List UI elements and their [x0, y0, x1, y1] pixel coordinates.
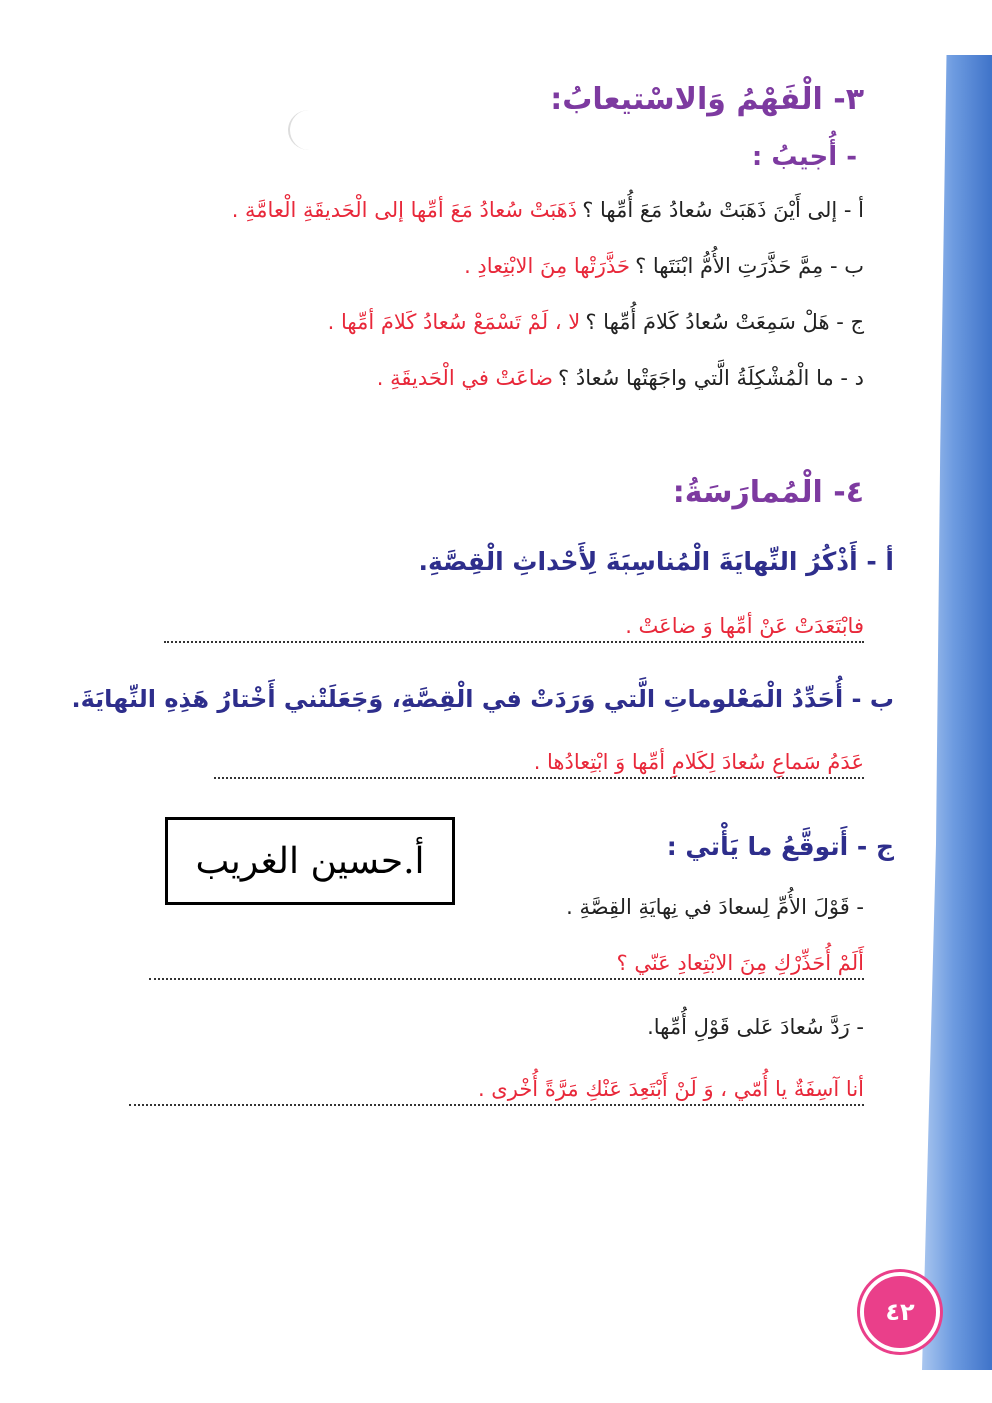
qa-row-2 [464, 254, 864, 278]
answer-3: لا ، لَمْ تَسْمَعْ سُعادُ كَلامَ أمِّها . [327, 310, 581, 334]
task-a-answer: فابْتَعَدَتْ عَنْ أمِّها وَ ضاعَتْ . [164, 611, 864, 643]
task-b-label: ب - أُحَدِّدُ الْمَعْلوماتِ الَّتي وَرَدَتْ في الْقِصَّةِ، وَجَعَلَتْني أَخْتارُ هَذِهِ النِّهايَةَ. [71, 685, 894, 713]
question-3: ج - هَلْ سَمِعَتْ سُعادُ كَلامَ أُمِّها ؟ [585, 310, 864, 334]
answer-2: حَذَّرَتْها مِنَ الابْتِعادِ . [464, 254, 630, 278]
task-c-answer-1: أَلَمْ أُحَذِّرْكِ مِنَ الابْتِعادِ عَنّي ؟ [149, 948, 864, 980]
question-4: د - ما الْمُشْكِلَةُ الَّتي واجَهَتْها سُعادُ ؟ [558, 366, 864, 390]
question-1: أ - إلى أَيْنَ ذَهَبَتْ سُعادُ مَعَ أُمِّها ؟ [582, 198, 864, 222]
author-name-box: أ.حسين الغريب [165, 817, 455, 905]
qa-row-4 [377, 366, 864, 390]
section3-instruction: - أُجيبُ : [751, 142, 857, 172]
qa-row-1 [232, 198, 864, 222]
task-a-label: أ - أَذْكُرُ النِّهايَةَ الْمُناسِبَةَ لِأَحْداثِ الْقِصَّةِ. [418, 547, 894, 576]
answer-4: ضاعَتْ في الْحَديقَةِ . [376, 366, 553, 390]
answer-1: ذَهَبَتْ سُعادُ مَعَ أمِّها إلى الْحَديقَةِ الْعامَّةِ . [231, 198, 578, 222]
section3-title: ٣- الْفَهْمُ وَالاسْتيعابُ: [550, 82, 864, 117]
task-b-answer: عَدَمُ سَماعِ سُعادَ لِكَلامِ أمِّها وَ ابْتِعادُها . [214, 747, 864, 779]
blue-side-band [922, 55, 992, 1370]
section4-title: ٤- الْمُمارَسَةُ: [672, 475, 864, 510]
page-number-badge: ٤٢ [860, 1272, 940, 1352]
qa-row-3 [328, 310, 864, 334]
task-c-answer-2: أنا آسِفَةٌ يا أُمّي ، وَ لَنْ أَبْتَعِدَ عَنْكِ مَرَّةً أُخْرى . [129, 1074, 864, 1106]
task-c-item-2: - رَدَّ سُعادَ عَلى قَوْلِ أُمِّها. [647, 1015, 864, 1039]
task-c-label: ج - أَتوقَّعُ ما يَأْتي : [666, 832, 894, 861]
task-c-item-1: - قَوْلَ الأُمِّ لِسعادَ في نِهايَةِ القِصَّةِ . [566, 895, 864, 919]
question-2: ب - مِمَّ حَذَّرَتِ الأُمُّ ابْنَتَها ؟ [635, 254, 864, 278]
decorative-arc [288, 110, 330, 150]
